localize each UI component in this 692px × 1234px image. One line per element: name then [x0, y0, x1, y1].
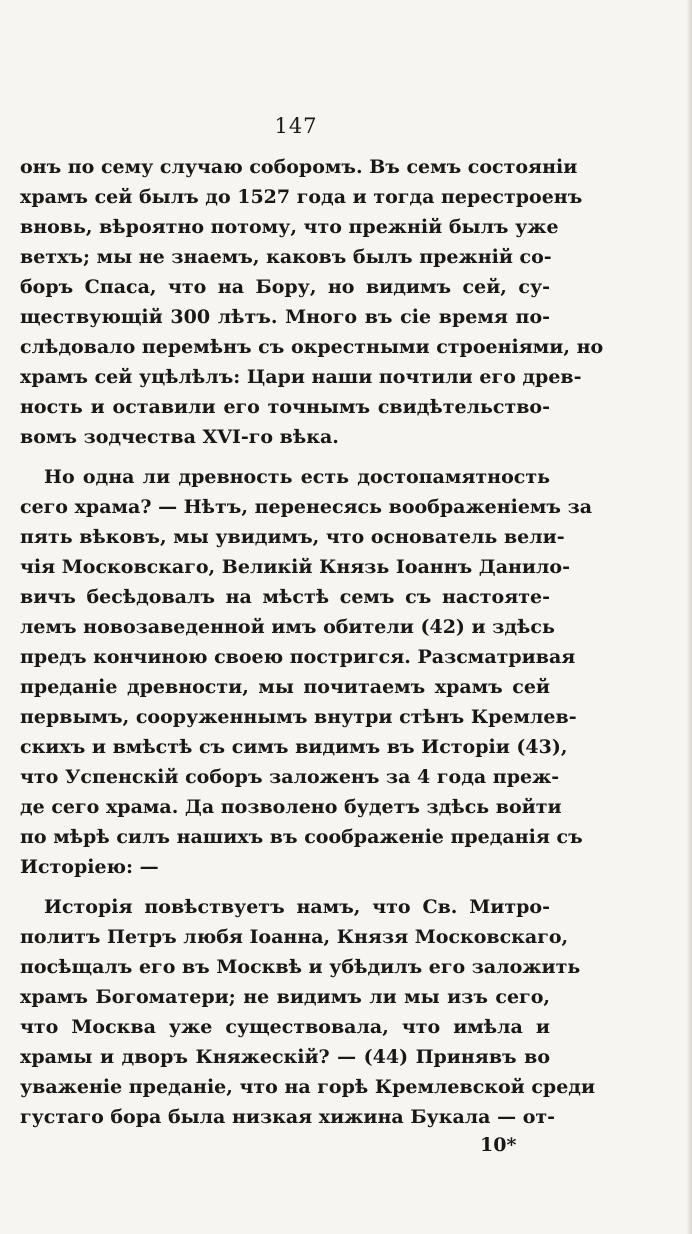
text-line: храмъ сей былъ до 1527 года и тогда перестроенъ: [20, 186, 583, 208]
text-line: что Москва уже существовала, что имѣла и: [20, 1016, 550, 1038]
text-line: ность и оставили его точнымъ свидѣтельство-: [20, 396, 550, 418]
text-line: уваженіе преданіе, что на горѣ Кремлевской среди: [20, 1076, 596, 1098]
text-line: Но одна ли древность есть достопамятность: [44, 466, 550, 488]
text-line: вомъ зодчества XVI-го вѣка.: [20, 426, 339, 448]
body-text: [20, 152, 604, 1132]
signature-mark: 10*: [480, 1134, 517, 1156]
paragraph-3: [20, 892, 596, 1132]
text-line: де сего храма. Да позволено будетъ здѣсь войти: [20, 796, 562, 818]
text-line: Исторія повѣствуетъ намъ, что Св. Митро-: [44, 896, 550, 918]
text-line: пять вѣковъ, мы увидимъ, что основатель вели-: [20, 526, 565, 548]
text-line: преданіе древности, мы почитаемъ храмъ сей: [20, 676, 550, 698]
page-number: 147: [274, 114, 318, 138]
text-line: скихъ и вмѣстѣ съ симъ видимъ въ Исторіи (43),: [20, 736, 568, 758]
paragraph-1: [20, 152, 604, 452]
text-line: что Успенскій соборъ заложенъ за 4 года преж-: [20, 766, 560, 788]
text-line: густаго бора была низкая хижина Букала — от-: [20, 1106, 556, 1128]
text-line: онъ по сему случаю соборомъ. Въ семъ состояніи: [20, 156, 578, 178]
text-line: вновь, вѣроятно потому, что прежній былъ уже: [20, 216, 559, 238]
text-line: ветхъ; мы не знаемъ, каковъ былъ прежній со-: [20, 246, 552, 268]
text-line: посѣщалъ его въ Москвѣ и убѣдилъ его заложить: [20, 956, 581, 978]
text-line: храмъ сей уцѣлѣлъ: Цари наши почтили его древ-: [20, 366, 582, 388]
text-line: слѣдовало перемѣнъ съ окрестными строеніями, но: [20, 336, 604, 358]
text-line: первымъ, сооруженнымъ внутри стѣнъ Кремлев-: [20, 706, 577, 728]
text-line: сего храма? — Нѣтъ, перенесясь воображеніемъ за: [20, 496, 593, 518]
text-line: вичъ бесѣдовалъ на мѣстѣ семъ съ настояте-: [20, 586, 550, 608]
text-line: предъ кончиною своею постригся. Разсматривая: [20, 646, 576, 668]
text-line: Исторіею: —: [20, 856, 159, 878]
text-line: лемъ новозаведенной имъ обители (42) и здѣсь: [20, 616, 555, 638]
text-line: храмъ Богоматери; не видимъ ли мы изъ сего,: [20, 986, 550, 1008]
text-line: по мѣрѣ силъ нашихъ въ соображеніе преданія съ: [20, 826, 583, 848]
text-line: ществующій 300 лѣтъ. Много въ сіе время по-: [20, 306, 550, 328]
paragraph-2: [20, 462, 593, 882]
text-line: боръ Спаса, что на Бору, но видимъ сей, су-: [20, 276, 550, 298]
scan-edge: [686, 0, 692, 1234]
text-line: политъ Петръ любя Іоанна, Князя Московскаго,: [20, 926, 569, 948]
text-line: храмы и дворъ Княжескій? — (44) Принявъ во: [20, 1046, 550, 1068]
text-line: чія Московскаго, Великій Князь Іоаннъ Данило-: [20, 556, 570, 578]
